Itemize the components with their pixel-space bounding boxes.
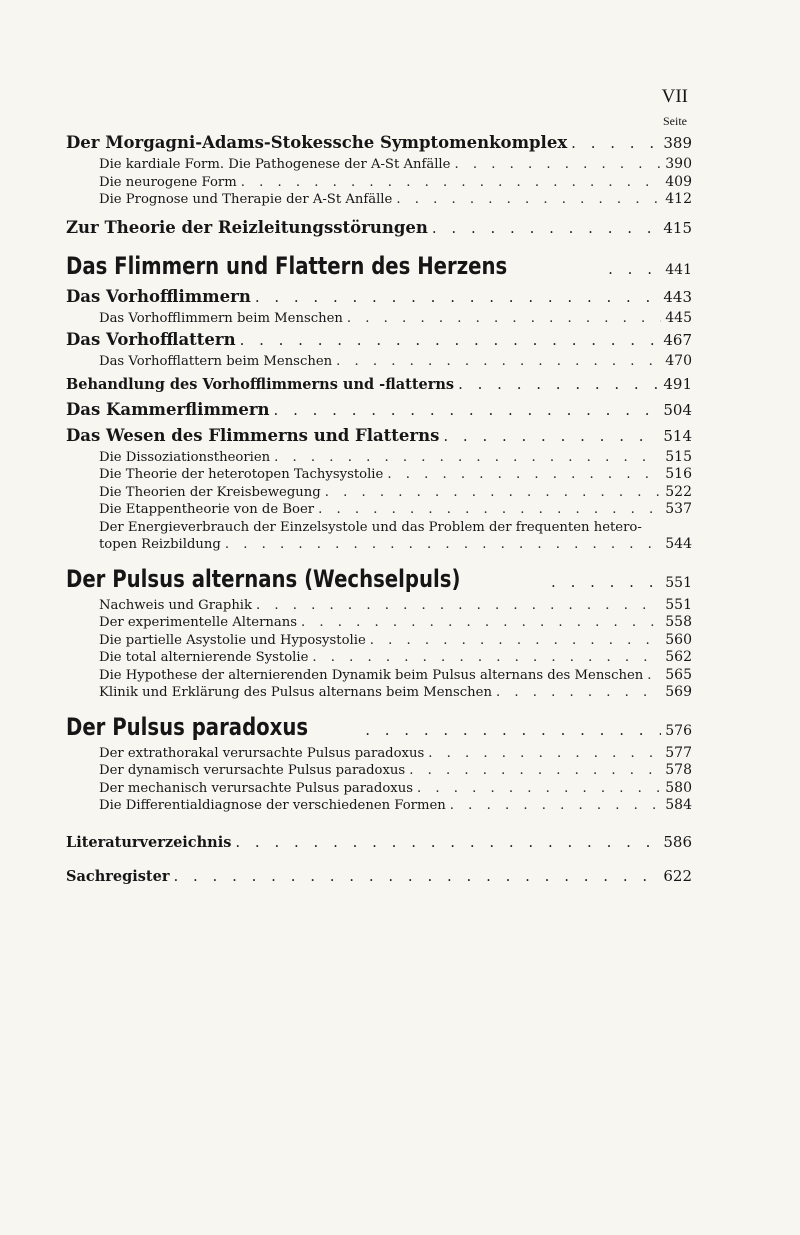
toc-entry-title: Die Differentialdiagnose der verschiedenen Formen xyxy=(99,798,446,813)
toc-entry-title: Der extrathorakal verursachte Pulsus paradoxus xyxy=(99,745,425,761)
toc-entry-title: Sachregister xyxy=(66,867,170,885)
toc-entry-title: topen Reizbildung xyxy=(99,537,221,552)
toc-subentry[interactable] xyxy=(66,649,692,667)
toc-entry-page: 576 xyxy=(665,722,692,739)
toc-entry-page: 522 xyxy=(665,483,692,500)
toc-subentry[interactable] xyxy=(66,745,692,763)
toc-subentry[interactable] xyxy=(66,449,692,467)
toc-entry-page: 578 xyxy=(665,762,692,778)
toc-entry-page: 565 xyxy=(665,666,692,683)
toc-entry-page: 584 xyxy=(665,797,692,813)
toc-entry-title: Der mechanisch verursachte Pulsus paradoxus xyxy=(99,780,413,796)
toc-entry-page: 569 xyxy=(665,684,692,700)
toc-entry-title: Das Vorhofflimmern beim Menschen xyxy=(99,310,343,326)
toc-subentry[interactable] xyxy=(66,667,692,685)
toc-entry-title: Die kardiale Form. Die Pathogenese der A-St Anfälle xyxy=(99,157,451,172)
toc-entry[interactable] xyxy=(66,423,692,449)
toc-entry-page: 467 xyxy=(663,331,692,349)
table-of-contents xyxy=(66,130,692,889)
toc-entry-title: Der dynamisch verursachte Pulsus paradoxus xyxy=(99,763,406,778)
toc-entry-page: 504 xyxy=(663,400,692,419)
toc-entry-title: Die total alternierende Systolie xyxy=(99,650,309,665)
toc-entry-title: Die Hypothese der alternierenden Dynamik beim Pulsus alternans des Menschen xyxy=(99,667,644,683)
toc-entry-page: 409 xyxy=(665,173,692,190)
toc-entry-title: Die Theorien der Kreisbewegung xyxy=(99,484,321,500)
toc-entry-title: Der Pulsus paradoxus xyxy=(66,712,309,741)
toc-entry-title: Der Energieverbrauch der Einzelsystole und das Problem der frequenten hetero- xyxy=(99,519,642,535)
toc-entry-page: 390 xyxy=(665,156,692,172)
toc-entry[interactable] xyxy=(66,215,692,241)
toc-entry-title: Die partielle Asystolie und Hyposystolie xyxy=(99,632,366,648)
toc-entry-page: 415 xyxy=(663,218,692,237)
toc-subentry[interactable] xyxy=(66,353,692,371)
toc-subentry[interactable] xyxy=(66,501,692,519)
toc-entry-page: 577 xyxy=(665,744,692,761)
toc-entry-title: Der Pulsus alternans (Wechselpuls) xyxy=(66,564,461,593)
toc-subentry-continuation[interactable] xyxy=(66,536,692,554)
toc-subentry[interactable] xyxy=(66,484,692,502)
toc-entry-page: 515 xyxy=(665,448,692,465)
toc-entry-title: Das Vorhofflattern beim Menschen xyxy=(99,354,333,369)
toc-subentry[interactable] xyxy=(66,684,692,702)
toc-subentry[interactable] xyxy=(66,156,692,174)
toc-subentry[interactable] xyxy=(66,797,692,815)
toc-subentry[interactable] xyxy=(66,632,692,650)
toc-entry-page: 562 xyxy=(665,649,692,665)
toc-subentry[interactable] xyxy=(66,310,692,328)
page-number: VII xyxy=(661,86,688,107)
toc-subentry[interactable] xyxy=(66,597,692,615)
toc-entry-page: 441 xyxy=(665,261,692,278)
toc-entry[interactable] xyxy=(66,130,692,156)
toc-subentry[interactable] xyxy=(66,614,692,632)
toc-entry-page: 514 xyxy=(663,426,692,445)
toc-entry-page: 537 xyxy=(665,501,692,517)
toc-entry-title: Das Kammerflimmern xyxy=(66,399,270,419)
toc-entry-page: 389 xyxy=(663,134,692,152)
toc-entry-title: Der Morgagni-Adams-Stokessche Symptomenkomplex xyxy=(66,133,568,152)
toc-entry-title: Das Wesen des Flimmerns und Flatterns xyxy=(66,425,440,445)
toc-subentry[interactable] xyxy=(66,780,692,798)
toc-entry-page: 470 xyxy=(665,353,692,369)
toc-entry[interactable] xyxy=(66,284,692,310)
toc-entry-page: 622 xyxy=(663,866,692,885)
toc-entry[interactable] xyxy=(66,327,692,353)
toc-entry-page: 580 xyxy=(665,779,692,796)
toc-entry-title: Die neurogene Form xyxy=(99,174,237,190)
toc-entry-title: Die Dissoziationstheorien xyxy=(99,449,271,465)
page-column-label: Seite xyxy=(663,114,687,128)
toc-entry-title: Zur Theorie der Reizleitungsstörungen xyxy=(66,217,428,237)
toc-subentry[interactable] xyxy=(66,519,692,537)
toc-entry-title: Der experimentelle Alternans xyxy=(99,615,297,630)
toc-chapter[interactable] xyxy=(66,249,692,284)
toc-entry[interactable] xyxy=(66,371,692,397)
toc-entry-page: 551 xyxy=(665,596,692,613)
toc-entry-title: Nachweis und Graphik xyxy=(99,597,253,613)
toc-entry-title: Die Prognose und Therapie der A-St Anfälle xyxy=(99,192,393,207)
toc-entry-title: Die Etappentheorie von de Boer xyxy=(99,502,315,517)
toc-entry-page: 551 xyxy=(665,574,692,591)
toc-entry-title: Literaturverzeichnis xyxy=(66,833,232,851)
toc-entry-page: 491 xyxy=(663,374,692,393)
toc-entry-page: 544 xyxy=(665,536,692,552)
toc-entry-page: 586 xyxy=(663,832,692,851)
toc-entry-page: 445 xyxy=(665,309,692,326)
toc-subentry[interactable] xyxy=(66,762,692,780)
toc-entry-title: Behandlung des Vorhofflimmerns und -flatterns xyxy=(66,375,455,393)
toc-subentry[interactable] xyxy=(66,174,692,192)
toc-entry[interactable] xyxy=(66,397,692,423)
toc-chapter[interactable] xyxy=(66,562,692,597)
toc-entry-title: Die Theorie der heterotopen Tachysystolie xyxy=(99,467,384,482)
toc-entry-page: 443 xyxy=(663,287,692,306)
toc-entry-page: 558 xyxy=(665,614,692,630)
toc-subentry[interactable] xyxy=(66,466,692,484)
toc-entry[interactable] xyxy=(66,829,692,855)
toc-entry-title: Das Vorhofflattern xyxy=(66,330,236,349)
toc-entry-page: 516 xyxy=(665,466,692,482)
toc-entry-page: 560 xyxy=(665,631,692,648)
toc-entry[interactable] xyxy=(66,863,692,889)
toc-subentry[interactable] xyxy=(66,191,692,209)
toc-entry-title: Das Flimmern und Flattern des Herzens xyxy=(66,251,508,280)
toc-chapter[interactable] xyxy=(66,710,692,745)
toc-entry-title: Das Vorhofflimmern xyxy=(66,286,251,306)
toc-entry-title: Klinik und Erklärung des Pulsus alternans beim Menschen xyxy=(99,685,492,700)
toc-entry-page: 412 xyxy=(665,191,692,207)
